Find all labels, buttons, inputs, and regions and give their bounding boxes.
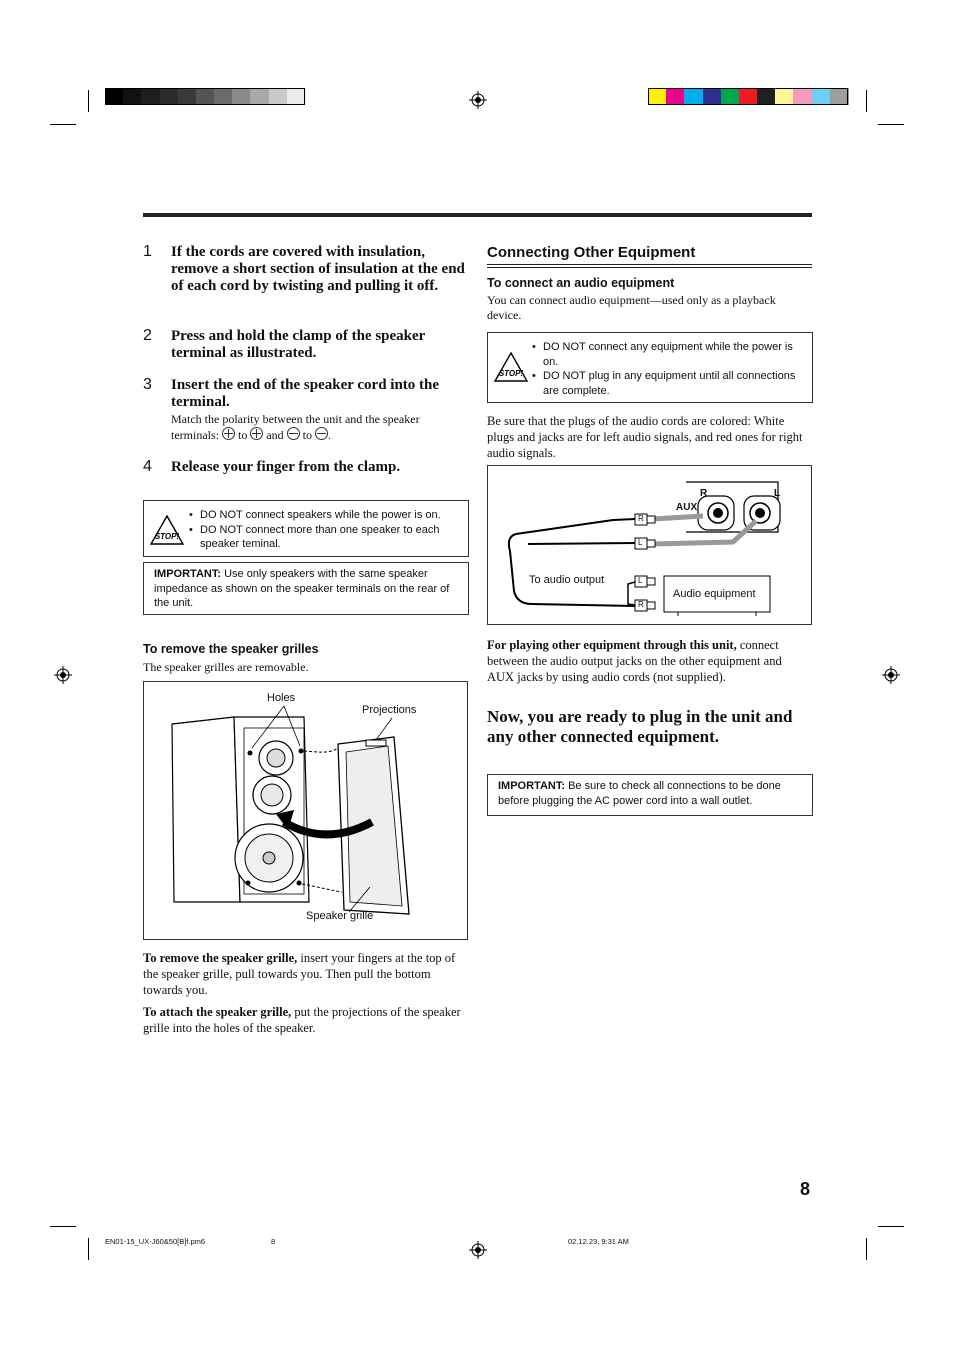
polarity-to: to [238, 428, 248, 442]
step-text: Press and hold the clamp of the speaker terminal as illustrated. [171, 328, 426, 361]
grey-strip-border [105, 88, 305, 105]
important-label: IMPORTANT: [154, 568, 222, 580]
registration-mark-icon [469, 91, 487, 109]
crop-mark [878, 124, 904, 125]
footer-date: 02.12.23, 9:31 AM [568, 1237, 629, 1246]
step-number: 3 [143, 376, 152, 393]
crop-mark [866, 1238, 867, 1260]
caution-item: • DO NOT connect speakers while the power is on. [189, 508, 461, 523]
color-note: Be sure that the plugs of the audio cords are colored: White plugs and jacks are for left audio signals, and red ones for right audio signals. [487, 414, 803, 460]
registration-mark-icon [54, 666, 72, 684]
audio-equipment-label: Audio equipment [673, 588, 756, 600]
attach-bold: To attach the speaker grille, [143, 1005, 292, 1019]
step-number: 2 [143, 327, 152, 344]
crop-mark [50, 1226, 76, 1227]
attach-paragraph [143, 1004, 465, 1036]
header-rule [143, 213, 812, 217]
crop-mark [88, 90, 89, 112]
footer-page: 8 [271, 1237, 276, 1246]
polarity-and: and [266, 428, 284, 442]
speaker-grille-figure [143, 681, 468, 940]
section-title-rule [487, 264, 812, 265]
stop-warning-icon [494, 352, 528, 382]
jack-label-r: R [700, 488, 708, 499]
intro-text: You can connect audio equipment—used only as a playback device. [487, 293, 776, 322]
svg-text:STOP!: STOP! [498, 369, 524, 378]
to-audio-output-label: To audio output [529, 574, 605, 586]
polarity-to: to [302, 428, 313, 442]
aux-label: AUX [676, 502, 698, 513]
plug-label-r: R [638, 514, 644, 523]
important-label: IMPORTANT: [498, 780, 566, 792]
plus-terminal-icon [222, 427, 235, 440]
sub-heading: To connect an audio equipment [487, 276, 675, 290]
plus-terminal-icon [250, 427, 263, 440]
crop-mark [50, 124, 76, 125]
registration-mark-icon [882, 666, 900, 684]
grilles-heading: To remove the speaker grilles [143, 642, 319, 656]
caution-box [487, 332, 813, 403]
important-box [487, 774, 813, 816]
plug-label-l: L [638, 538, 643, 547]
important-text: Be sure to check all connections to be done before plugging the AC power cord into a wall outlet. [498, 780, 781, 807]
caution-item: • DO NOT connect more than one speaker to each speaker teminal. [189, 523, 461, 552]
speaker-illustration [144, 682, 467, 939]
stop-warning-icon [150, 515, 184, 545]
caution-item: • DO NOT connect any equipment while the power is on. [532, 340, 804, 369]
minus-terminal-icon [287, 427, 300, 440]
plug-label-r: R [638, 600, 644, 609]
registration-mark-icon [469, 1241, 487, 1259]
attach-text: put the projections of the speaker grille into the holes of the speaker. [143, 1005, 461, 1035]
caution-box [143, 500, 469, 557]
ready-heading: Now, you are ready to plug in the unit and any other connected equipment. [487, 707, 793, 746]
remove-text: insert your fingers at the top of the speaker grille, pull towards you. Then pull the bottom towards you. [143, 951, 456, 997]
svg-text:STOP!: STOP! [154, 532, 180, 541]
page-number: 8 [800, 1179, 811, 1199]
footer-file: EN01-15_UX-J60&50[B]f.pm6 [105, 1237, 206, 1246]
minus-terminal-icon [315, 427, 328, 440]
playing-paragraph [487, 637, 809, 685]
polarity-note-text: Match the polarity between the unit and the speaker terminals: [171, 412, 420, 442]
section-title: Connecting Other Equipment [487, 244, 696, 261]
crop-mark [866, 90, 867, 112]
grilles-intro: The speaker grilles are removable. [143, 660, 309, 674]
important-text: Use only speakers with the same speaker impedance as shown on the speaker terminals on the rear of the unit. [154, 568, 450, 609]
important-box [143, 562, 469, 615]
polarity-note [171, 412, 461, 443]
label-speaker-grille: Speaker grille [306, 910, 374, 922]
polarity-end: . [328, 428, 332, 442]
playing-text: connect between the audio output jacks on the other equipment and AUX jacks by using audio cords (not supplied). [487, 638, 782, 684]
caution-item: • DO NOT plug in any equipment until all connections are complete. [532, 369, 804, 398]
step-number: 1 [143, 243, 152, 260]
step-text: Release your finger from the clamp. [171, 459, 401, 475]
color-strip-border [648, 88, 848, 105]
step-text: If the cords are covered with insulation, remove a short section of insulation at the end of each cord by twisting and pulling it off. [171, 244, 465, 294]
aux-connection-diagram [487, 465, 812, 625]
crop-mark [88, 1238, 89, 1260]
label-holes: Holes [267, 692, 296, 704]
step-number: 4 [143, 458, 152, 475]
jack-label-l: L [774, 488, 781, 499]
crop-mark [878, 1226, 904, 1227]
aux-diagram-drawing [488, 466, 811, 624]
playing-bold: For playing other equipment through this unit, [487, 638, 737, 652]
section-title-rule [487, 267, 812, 268]
step-text: Insert the end of the speaker cord into the terminal. [171, 377, 440, 410]
plug-label-l: L [638, 576, 643, 585]
remove-bold: To remove the speaker grille, [143, 951, 298, 965]
label-projections: Projections [362, 704, 417, 716]
remove-paragraph [143, 950, 465, 998]
